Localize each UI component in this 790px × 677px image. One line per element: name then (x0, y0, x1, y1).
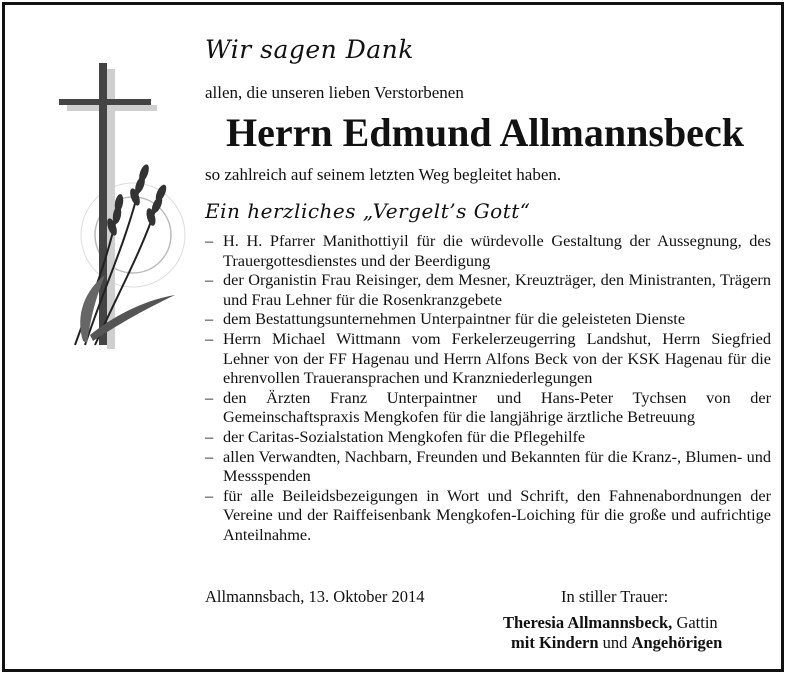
list-item: – den Ärzten Franz Unterpaintner und Hans-Peter Tychsen von der Gemeinschaftspraxis Mengkofen für die langjährige ärztliche Betreuung (205, 388, 771, 427)
relatives: Angehörigen (631, 633, 723, 652)
list-item: – Herrn Michael Wittmann vom Ferkelerzeugerring Landshut, Herrn Siegfried Lehner von der FF Hagenau und Herrn Alfons Beck von der KSK Hagenau für die ehrenvollen Traueransprachen und Kranzniederlegungen (205, 329, 771, 388)
widow-role: Gattin (676, 613, 718, 632)
thanks-list (205, 231, 771, 545)
intro-text: allen, die unseren lieben Verstorbenen (205, 83, 464, 102)
signature-line-1 (503, 613, 718, 633)
with-children: mit Kindern (511, 633, 599, 652)
list-item: – dem Bestattungsunternehmen Unterpaintner für die geleisteten Dienste (205, 309, 771, 329)
thanks-heading: Wir sagen Dank (205, 35, 414, 64)
list-item: – allen Verwandten, Nachbarn, Freunden und Bekannten für die Kranz-, Blumen- und Messspenden (205, 447, 771, 486)
after-text: so zahlreich auf seinem letzten Weg begleitet haben. (205, 165, 562, 184)
obituary-thanks-notice (2, 2, 784, 672)
signature-line-2 (511, 633, 722, 653)
vergelts-gott-heading: Ein herzliches „Vergelt’s Gott“ (205, 199, 531, 223)
list-item: – der Organistin Frau Reisinger, dem Mesner, Kreuzträger, den Ministranten, Trägern und Frau Lehner für die Rosenkranzgebete (205, 270, 771, 309)
list-item: – H. H. Pfarrer Manithottiyil für die würdevolle Gestaltung der Aussegnung, des Trauergottesdienstes und der Beerdigung (205, 231, 771, 270)
widow-name: Theresia Allmannsbeck, (503, 613, 673, 632)
list-item: – für alle Beileidsbezeigungen in Wort und Schrift, den Fahnenabordnungen der Vereine und der Raiffeisenbank Mengkofen-Loiching für die große und aufrichtige Anteilnahme. (205, 486, 771, 545)
place-date: Allmannsbach, 13. Oktober 2014 (205, 587, 425, 606)
cross-and-wheat-icon (45, 45, 205, 365)
list-item: – der Caritas-Sozialstation Mengkofen für die Pflegehilfe (205, 427, 771, 447)
mourning-line: In stiller Trauer: (561, 587, 669, 606)
deceased-name: Herrn Edmund Allmannsbeck (226, 110, 744, 155)
and-word: und (602, 633, 628, 652)
